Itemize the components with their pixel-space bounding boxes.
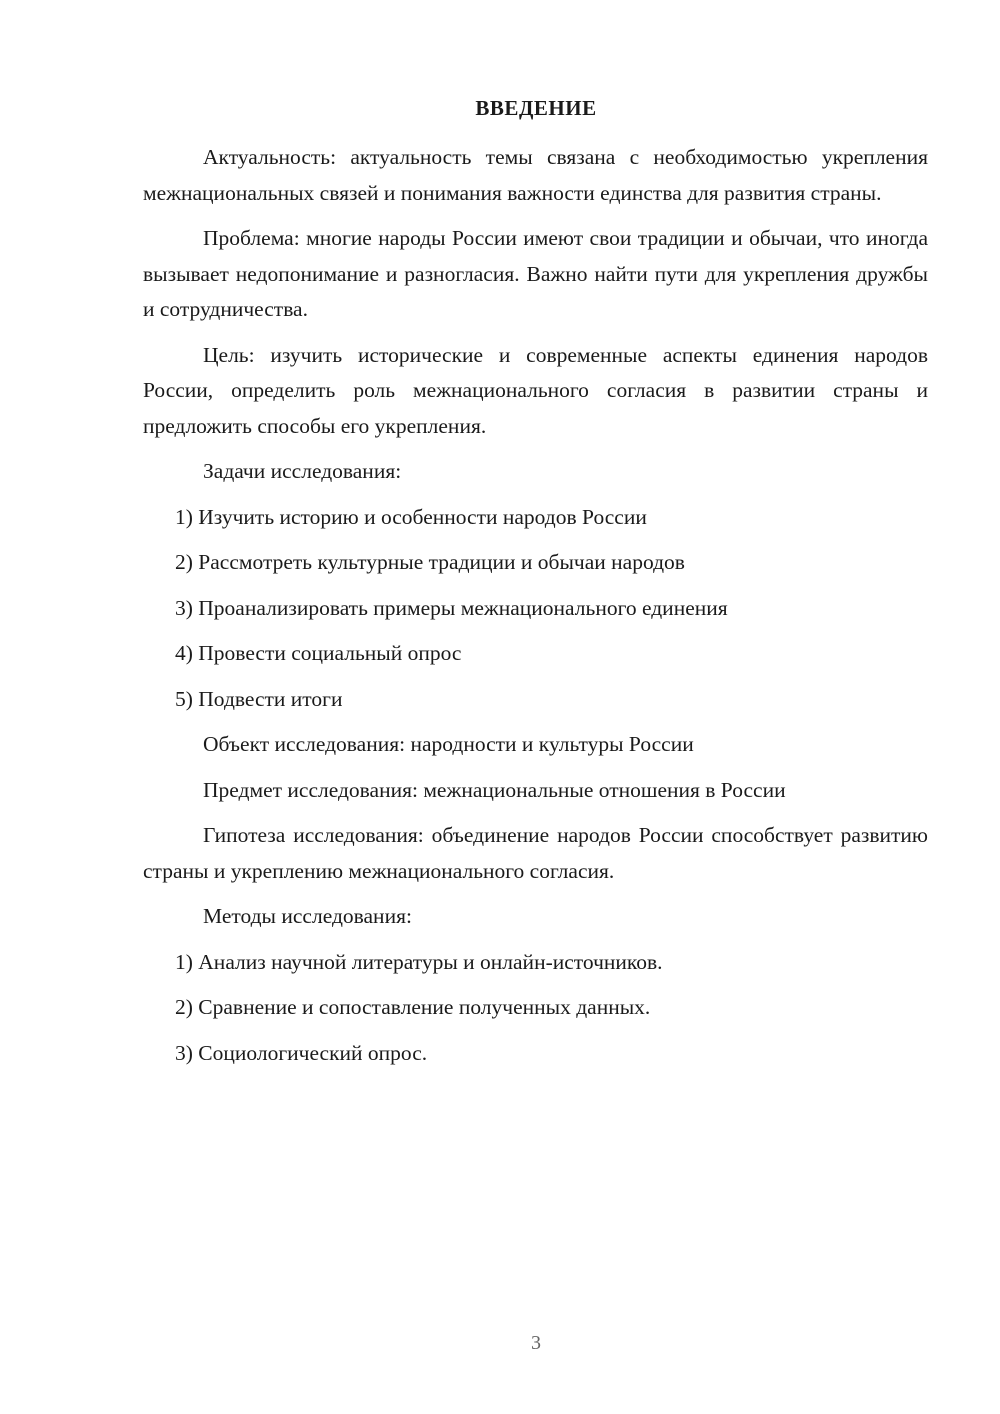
task-item-3: 3) Проанализировать примеры межнационального единения <box>175 595 728 620</box>
methods-list <box>143 945 928 1072</box>
tasks-list <box>143 500 928 718</box>
goal-paragraph: Цель: изучить исторические и современные аспекты единения народов России, определить роль межнационального согласия в развитии страны и предложить способы его укрепления. <box>143 342 928 438</box>
task-item-5: 5) Подвести итоги <box>175 686 343 711</box>
research-subject: Предмет исследования: межнациональные отношения в России <box>203 777 786 802</box>
problem-paragraph: Проблема: многие народы России имеют свои традиции и обычаи, что иногда вызывает недопонимание и разногласия. Важно найти пути для укрепления дружбы и сотрудничества. <box>143 226 928 321</box>
research-object: Объект исследования: народности и культуры России <box>203 732 694 756</box>
task-item-1: 1) Изучить историю и особенности народов России <box>175 504 647 529</box>
page-title: ВВЕДЕНИЕ <box>475 96 597 120</box>
tasks-heading: Задачи исследования: <box>203 459 402 483</box>
document-body <box>143 140 928 1081</box>
page-number: 3 <box>531 1332 541 1354</box>
task-item-4: 4) Провести социальный опрос <box>175 641 462 665</box>
method-item-1: 1) Анализ научной литературы и онлайн-источников. <box>175 949 663 974</box>
relevance-paragraph: Актуальность: актуальность темы связана с необходимостью укрепления межнациональных связей и понимания важности единства для развития страны. <box>143 145 928 205</box>
method-item-2: 2) Сравнение и сопоставление полученных данных. <box>175 995 651 1019</box>
methods-heading: Методы исследования: <box>203 904 412 928</box>
hypothesis-paragraph: Гипотеза исследования: объединение народов России способствует развитию страны и укреплению межнационального согласия. <box>143 823 928 883</box>
task-item-2: 2) Рассмотреть культурные традиции и обычаи народов <box>175 550 685 574</box>
method-item-3: 3) Социологический опрос. <box>175 1040 428 1065</box>
